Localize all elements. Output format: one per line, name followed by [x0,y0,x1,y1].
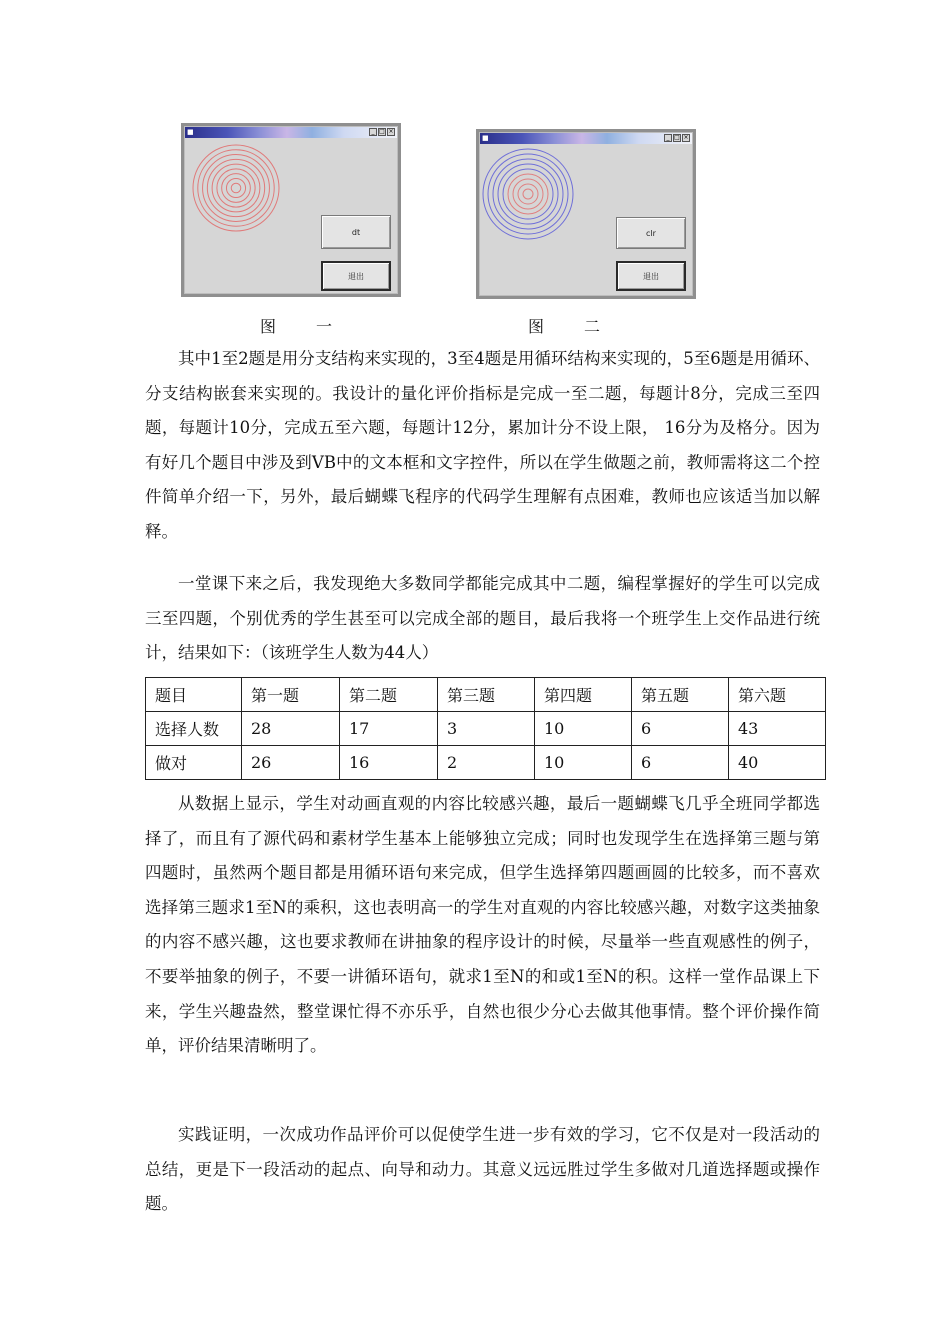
table-header-cell: 第四题 [535,678,632,712]
ring [193,145,279,231]
figure-2-caption [528,314,602,337]
maximize-icon: □ [379,128,385,135]
figure-1-screenshot [181,123,401,297]
table-cell: 2 [438,746,535,780]
table-cell: 26 [242,746,340,780]
figure-2-caption-char1: 图 [528,317,547,336]
table-cell: 10 [535,712,632,746]
table-header-cell: 第一题 [242,678,340,712]
minimize-icon: _ [664,134,672,142]
table-row [146,746,826,780]
table-header-cell: 第二题 [340,678,438,712]
ring [212,164,260,212]
table-cell: 43 [729,712,826,746]
table-cell: 10 [535,746,632,780]
window-icon: ■ [187,128,194,136]
figure-2-window [479,132,693,296]
table-header-cell: 第六题 [729,678,826,712]
ring [508,174,548,214]
paragraph-3: 从数据上显示，学生对动画直观的内容比较感兴趣，最后一题蝴蝶飞几乎全班同学都选择了，而且有了源代码和素材学生基本上能够独立完成；同时也发现学生在选择第三题与第四题时，虽然两个题目都是用循环语句来完成，但学生选择第四题画圆的比较多，而不喜欢选择第三题求1至N的乘积，这也表明高一的学生对直观的内容比较感兴趣，对数字这类抽象的内容不感兴趣，这也要求教师在讲抽象的程序设计的时候，尽量举一些直观感性的例子，不要举抽象的例子，不要一讲循环语句，就求1至N的和或1至N的积。这样一堂作品课上下来，学生兴趣盎然，整堂课忙得不亦乐乎，自然也很少分心去做其他事情。整个评价操作简单，评价结果清晰明了。 [145,794,820,1056]
paragraph-4: 实践证明，一次成功作品评价可以促使学生进一步有效的学习，它不仅是对一段活动的总结，更是下一段活动的起点、向导和动力。其意义远远胜过学生多做对几道选择题或操作题。 [145,1125,820,1214]
table-header-cell: 第三题 [438,678,535,712]
table-cell: 选择人数 [146,712,242,746]
figure-1-exit-button: 退出 [321,261,391,291]
figure-2-caption-char2: 二 [584,317,603,336]
paragraph-2: 一堂课下来之后，我发现绝大多数同学都能完成其中二题，编程掌握好的学生可以完成三至四题，个别优秀的学生甚至可以完成全部的题目，最后我将一个班学生上交作品进行统计，结果如下：（该班学生人数为44人） [145,574,820,663]
table-row [146,712,826,746]
maximize-icon: □ [674,134,680,141]
ring [518,184,538,204]
ring [217,169,255,207]
paragraph-1: 其中1至2题是用分支结构来实现的，3至4题是用循环结构来实现的，5至6题是用循环、分支结构嵌套来实现的。我设计的量化评价指标是完成一至二题，每题计8分，完成三至四题，每题计10分，完成五至六题，每题计12分，累加计分不设上限， 16分为及格分。因为有好几个题目中涉及到VB中的文本框和文字控件，所以在学生做题之前，教师需将这二个控件简单介绍一下，另外，最后蝴蝶飞程序的代码学生理解有点困难，教师也应该适当加以解释。 [145,349,820,541]
ring [523,189,533,199]
ring [226,178,245,197]
figure-1-caption-char2: 一 [316,317,335,336]
figure-1-window [184,126,398,294]
table-cell: 28 [242,712,340,746]
figure-1-draw-button: dt [321,215,391,249]
ring [207,159,264,216]
table-cell: 16 [340,746,438,780]
figure-1-caption-char1: 图 [260,317,279,336]
close-icon: × [683,134,689,141]
table-cell: 3 [438,712,535,746]
ring [231,183,241,193]
figure-1-caption [260,314,334,337]
table-header-cell: 题目 [146,678,242,712]
table-cell: 6 [632,712,729,746]
minimize-icon: _ [369,128,377,136]
figure-2-exit-button: 退出 [616,261,686,291]
table-header-cell: 第五题 [632,678,729,712]
ring [198,150,274,226]
figure-1-titlebar [185,127,397,138]
ring [483,149,573,239]
ring [503,169,553,219]
figure-2-screenshot [476,129,696,299]
figure-2-clear-button: clr [616,217,686,249]
figure-2-titlebar [480,133,692,144]
window-icon: ■ [482,134,489,142]
figure-1-concentric-circles [191,143,281,233]
table-cell: 做对 [146,746,242,780]
table-cell: 40 [729,746,826,780]
table-header-row [146,678,826,712]
ring [488,154,568,234]
table-cell: 6 [632,746,729,780]
close-icon: × [388,128,394,135]
ring [498,164,558,224]
table-cell: 17 [340,712,438,746]
results-table [145,677,826,780]
figure-2-concentric-circles [481,147,575,241]
